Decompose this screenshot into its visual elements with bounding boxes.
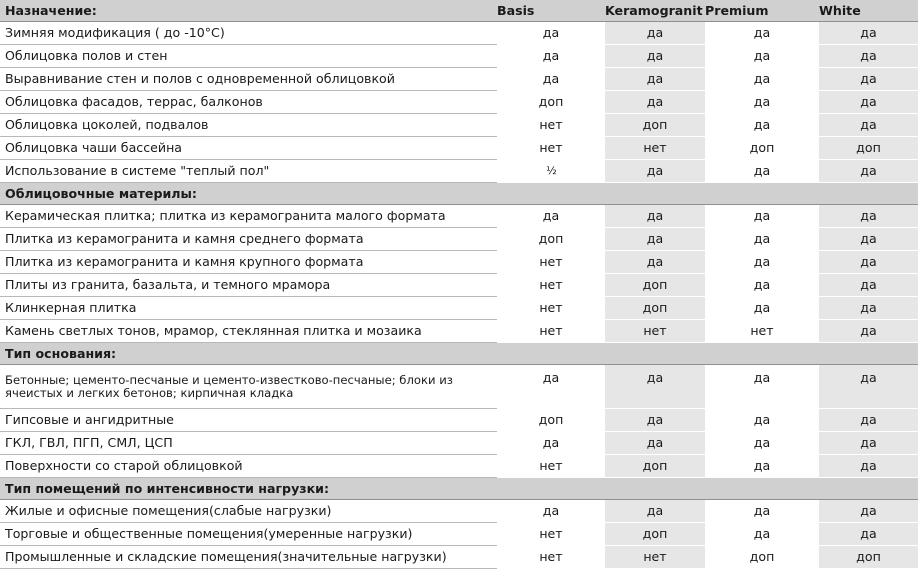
section-header-cell: [705, 343, 819, 365]
section-header: [0, 183, 918, 205]
cell-white: да: [819, 114, 918, 137]
table-row: [0, 274, 918, 297]
cell-keramogranit: да: [605, 22, 705, 45]
table-row: [0, 22, 918, 45]
row-label: Выравнивание стен и полов с одновременной облицовкой: [0, 68, 497, 91]
cell-keramogranit: да: [605, 251, 705, 274]
cell-keramogranit: да: [605, 432, 705, 455]
cell-white: да: [819, 274, 918, 297]
cell-basis: нет: [497, 114, 605, 137]
row-label: Торговые и общественные помещения(умеренные нагрузки): [0, 523, 497, 546]
cell-keramogranit: доп: [605, 114, 705, 137]
cell-premium: да: [705, 365, 819, 409]
cell-white: доп: [819, 137, 918, 160]
cell-premium: да: [705, 409, 819, 432]
cell-basis: да: [497, 500, 605, 523]
row-label: Гипсовые и ангидритные: [0, 409, 497, 432]
cell-basis: нет: [497, 455, 605, 478]
cell-white: да: [819, 68, 918, 91]
cell-white: да: [819, 160, 918, 183]
cell-keramogranit: доп: [605, 274, 705, 297]
cell-basis: доп: [497, 228, 605, 251]
cell-basis: да: [497, 432, 605, 455]
cell-white: да: [819, 297, 918, 320]
row-label: Плиты из гранита, базальта, и темного мрамора: [0, 274, 497, 297]
cell-basis: нет: [497, 274, 605, 297]
table-row: [0, 45, 918, 68]
cell-white: доп: [819, 546, 918, 569]
cell-premium: доп: [705, 546, 819, 569]
cell-premium: да: [705, 274, 819, 297]
row-label: Зимняя модификация ( до -10°C): [0, 22, 497, 45]
row-label: Промышленные и складские помещения(значительные нагрузки): [0, 546, 497, 569]
cell-keramogranit: да: [605, 365, 705, 409]
cell-white: да: [819, 432, 918, 455]
cell-premium: да: [705, 297, 819, 320]
cell-premium: да: [705, 523, 819, 546]
cell-white: да: [819, 205, 918, 228]
cell-basis: ½: [497, 160, 605, 183]
cell-premium: да: [705, 68, 819, 91]
cell-white: да: [819, 45, 918, 68]
row-label: Камень светлых тонов, мрамор, стеклянная плитка и мозаика: [0, 320, 497, 343]
cell-basis: да: [497, 365, 605, 409]
row-label: Облицовка чаши бассейна: [0, 137, 497, 160]
table-row: [0, 546, 918, 569]
section-header-cell: [819, 183, 918, 205]
cell-basis: нет: [497, 297, 605, 320]
column-header-basis: Basis: [497, 0, 605, 22]
cell-premium: да: [705, 205, 819, 228]
cell-basis: да: [497, 22, 605, 45]
cell-white: да: [819, 409, 918, 432]
row-label: Использование в системе "теплый пол": [0, 160, 497, 183]
cell-keramogranit: да: [605, 68, 705, 91]
section-title: Тип помещений по интенсивности нагрузки:: [0, 478, 497, 500]
cell-premium: нет: [705, 320, 819, 343]
table-row: [0, 523, 918, 546]
cell-keramogranit: да: [605, 91, 705, 114]
section-header: [0, 0, 918, 22]
cell-premium: да: [705, 114, 819, 137]
row-label: Жилые и офисные помещения(слабые нагрузки): [0, 500, 497, 523]
cell-white: да: [819, 228, 918, 251]
section-header-cell: [819, 343, 918, 365]
cell-basis: нет: [497, 137, 605, 160]
table-row: [0, 137, 918, 160]
table-row: [0, 68, 918, 91]
row-label: Облицовка полов и стен: [0, 45, 497, 68]
section-header: [0, 343, 918, 365]
cell-white: да: [819, 365, 918, 409]
cell-keramogranit: да: [605, 228, 705, 251]
cell-premium: да: [705, 160, 819, 183]
cell-keramogranit: нет: [605, 137, 705, 160]
section-header-cell: [605, 343, 705, 365]
section-header-cell: [705, 183, 819, 205]
table-row: [0, 432, 918, 455]
cell-white: да: [819, 523, 918, 546]
cell-basis: да: [497, 68, 605, 91]
cell-white: да: [819, 500, 918, 523]
cell-premium: да: [705, 22, 819, 45]
row-label: Плитка из керамогранита и камня крупного формата: [0, 251, 497, 274]
row-label: Облицовка цоколей, подвалов: [0, 114, 497, 137]
section-title: Назначение:: [0, 0, 497, 22]
cell-white: да: [819, 91, 918, 114]
cell-keramogranit: да: [605, 409, 705, 432]
cell-keramogranit: доп: [605, 523, 705, 546]
section-header-cell: [497, 183, 605, 205]
table-row: [0, 205, 918, 228]
row-label: Поверхности со старой облицовкой: [0, 455, 497, 478]
row-label: Керамическая плитка; плитка из керамогранита малого формата: [0, 205, 497, 228]
cell-white: да: [819, 22, 918, 45]
section-title: Тип основания:: [0, 343, 497, 365]
section-header-cell: [819, 478, 918, 500]
cell-white: да: [819, 455, 918, 478]
cell-keramogranit: да: [605, 45, 705, 68]
cell-keramogranit: доп: [605, 297, 705, 320]
table-row: [0, 114, 918, 137]
section-header: [0, 478, 918, 500]
cell-basis: да: [497, 45, 605, 68]
section-header-cell: [605, 183, 705, 205]
cell-premium: да: [705, 251, 819, 274]
table-row: [0, 500, 918, 523]
cell-basis: нет: [497, 251, 605, 274]
row-label: Бетонные; цементо-песчаные и цементо-известково-песчаные; блоки из ячеистых и легких бетонов; кирпичная кладка: [0, 365, 497, 409]
section-header-cell: [605, 478, 705, 500]
table-row: [0, 251, 918, 274]
section-title: Облицовочные материлы:: [0, 183, 497, 205]
cell-basis: доп: [497, 409, 605, 432]
cell-premium: да: [705, 455, 819, 478]
column-header-white: White: [819, 0, 918, 22]
cell-basis: нет: [497, 320, 605, 343]
row-label: Облицовка фасадов, террас, балконов: [0, 91, 497, 114]
section-header-cell: [497, 343, 605, 365]
cell-basis: да: [497, 205, 605, 228]
cell-premium: да: [705, 45, 819, 68]
table-row: [0, 409, 918, 432]
cell-premium: да: [705, 432, 819, 455]
section-header-cell: [497, 478, 605, 500]
cell-basis: нет: [497, 546, 605, 569]
section-header-cell: [705, 478, 819, 500]
cell-keramogranit: да: [605, 500, 705, 523]
column-header-keramogranit: Keramogranit: [605, 0, 705, 22]
table-row: [0, 228, 918, 251]
cell-keramogranit: да: [605, 160, 705, 183]
cell-keramogranit: нет: [605, 546, 705, 569]
cell-keramogranit: да: [605, 205, 705, 228]
cell-basis: доп: [497, 91, 605, 114]
cell-keramogranit: доп: [605, 455, 705, 478]
table-row: [0, 320, 918, 343]
row-label: Плитка из керамогранита и камня среднего формата: [0, 228, 497, 251]
table-row: [0, 160, 918, 183]
cell-white: да: [819, 320, 918, 343]
row-label: Клинкерная плитка: [0, 297, 497, 320]
cell-premium: доп: [705, 137, 819, 160]
cell-premium: да: [705, 228, 819, 251]
cell-basis: нет: [497, 523, 605, 546]
table-row: [0, 91, 918, 114]
cell-premium: да: [705, 500, 819, 523]
table-row: [0, 365, 918, 409]
table-row: [0, 297, 918, 320]
cell-keramogranit: нет: [605, 320, 705, 343]
row-label: ГКЛ, ГВЛ, ПГП, СМЛ, ЦСП: [0, 432, 497, 455]
column-header-premium: Premium: [705, 0, 819, 22]
cell-premium: да: [705, 91, 819, 114]
table-row: [0, 455, 918, 478]
cell-white: да: [819, 251, 918, 274]
